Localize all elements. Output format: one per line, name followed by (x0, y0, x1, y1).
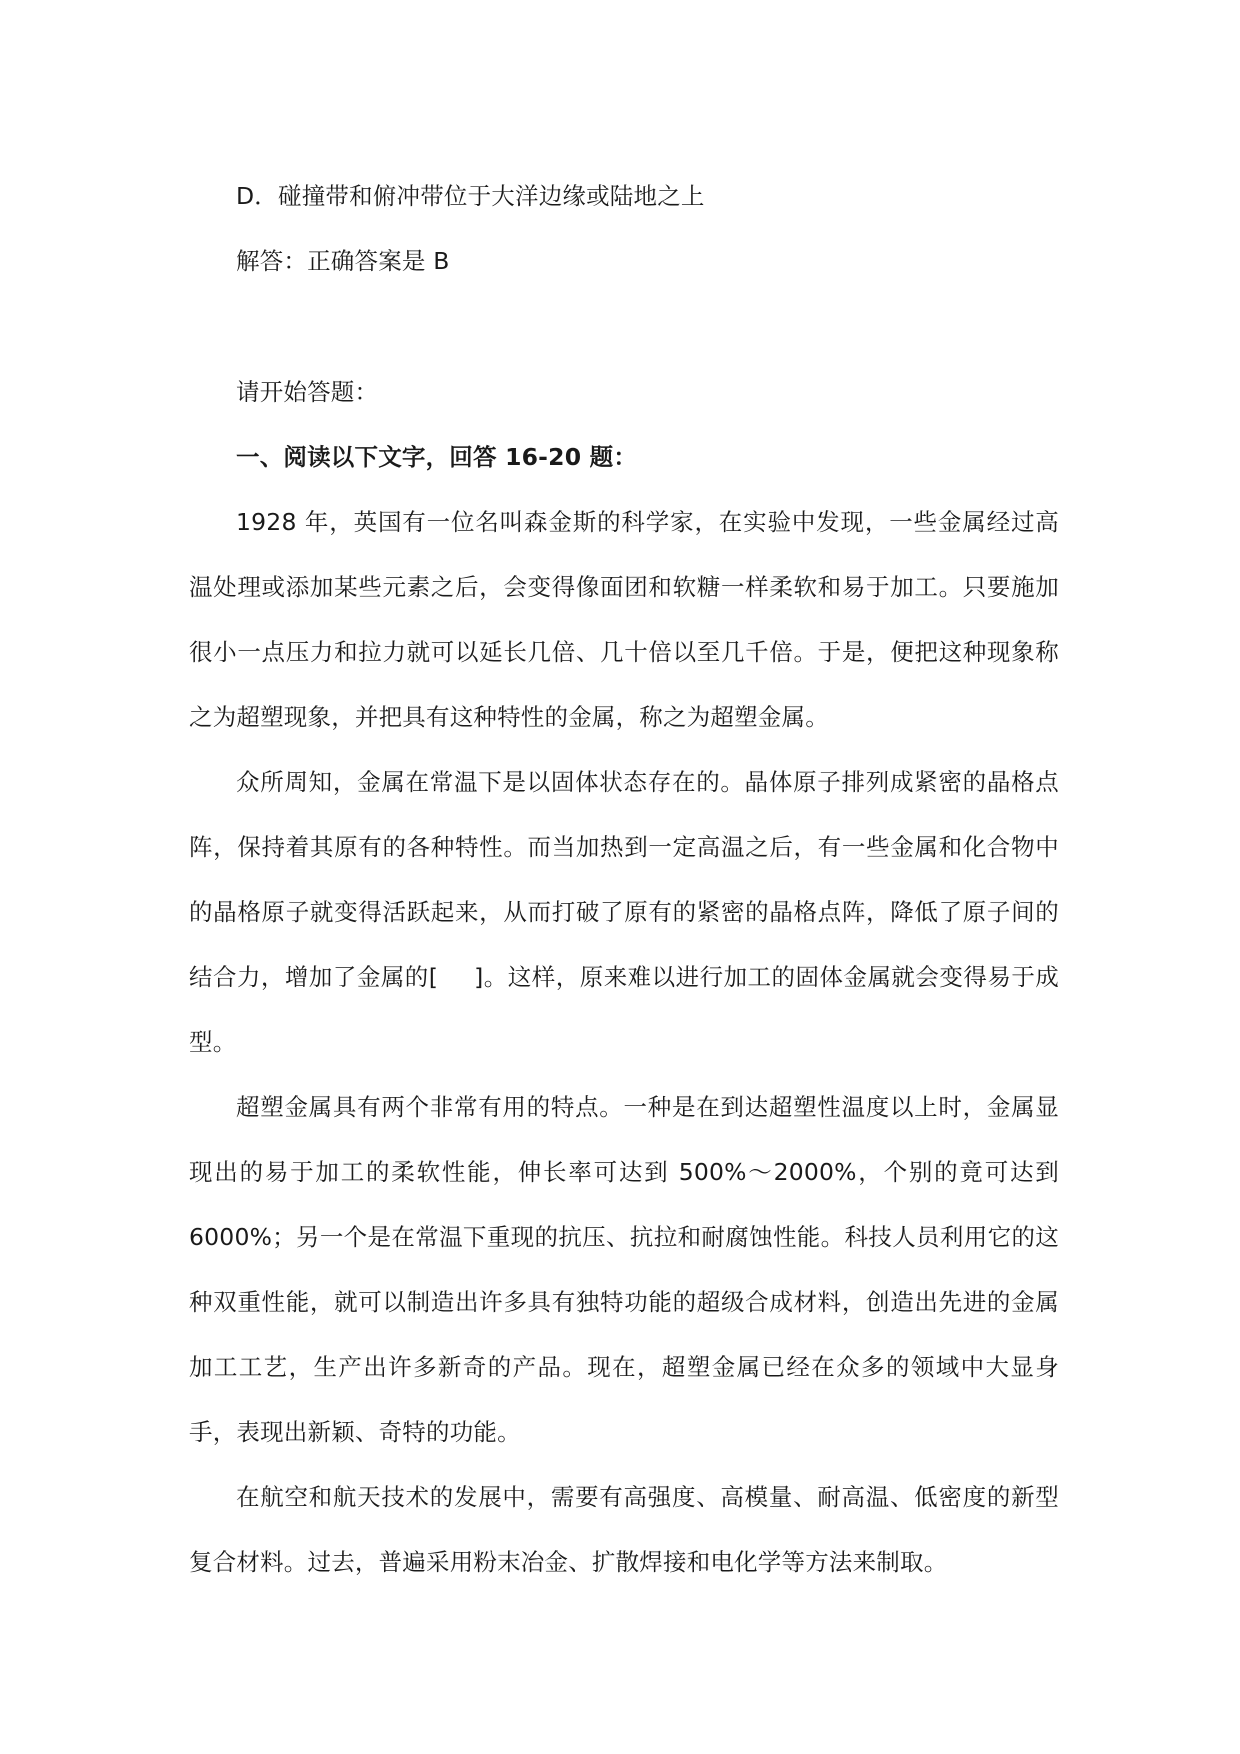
paragraph-3: 超塑金属具有两个非常有用的特点。一种是在到达超塑性温度以上时，金属显现出的易于加工的柔软性能，伸长率可达到 500%～2000%，个别的竟可达到 6000%；另一个是在常温下重现的抗压、抗拉和耐腐蚀性能。科技人员利用它的这种双重性能，就可以制造出许多具有独特功能的超级合成材料，创造出先进的金属加工工艺，生产出许多新奇的产品。现在，超塑金属已经在众多的领域中大显身手，表现出新颖、奇特的功能。 (189, 1093, 1059, 1446)
section-heading: 一、阅读以下文字，回答 16-20 题： (236, 443, 638, 471)
paragraph-2-after-blank: ]。这样，原来难以进行加工的固体金属就会变得易于成型。 (189, 963, 1059, 1056)
option-d-text: D．碰撞带和俯冲带位于大洋边缘或陆地之上 (236, 182, 705, 210)
paragraph-1: 1928 年，英国有一位名叫森金斯的科学家，在实验中发现，一些金属经过高温处理或添加某些元素之后，会变得像面团和软糖一样柔软和易于加工。只要施加很小一点压力和拉力就可以延长几倍、几十倍以至几千倍。于是，便把这种现象称之为超塑现象，并把具有这种特性的金属，称之为超塑金属。 (189, 508, 1059, 731)
document-body (189, 164, 1059, 1595)
paragraph-2 (189, 750, 1059, 1075)
paragraph-4: 在航空和航天技术的发展中，需要有高强度、高模量、耐高温、低密度的新型复合材料。过去，普遍采用粉末冶金、扩散焊接和电化学等方法来制取。 (189, 1483, 1059, 1576)
blank-line (189, 294, 1059, 360)
answer-text: 解答：正确答案是 B (236, 247, 450, 275)
paragraph-2-before-blank: 众所周知，金属在常温下是以固体状态存在的。晶体原子排列成紧密的晶格点阵，保持着其原有的各种特性。而当加热到一定高温之后，有一些金属和化合物中的晶格原子就变得活跃起来，从而打破了原有的紧密的晶格点阵，降低了原子间的结合力，增加了金属的[ (189, 768, 1059, 991)
start-prompt: 请开始答题： (236, 378, 379, 406)
